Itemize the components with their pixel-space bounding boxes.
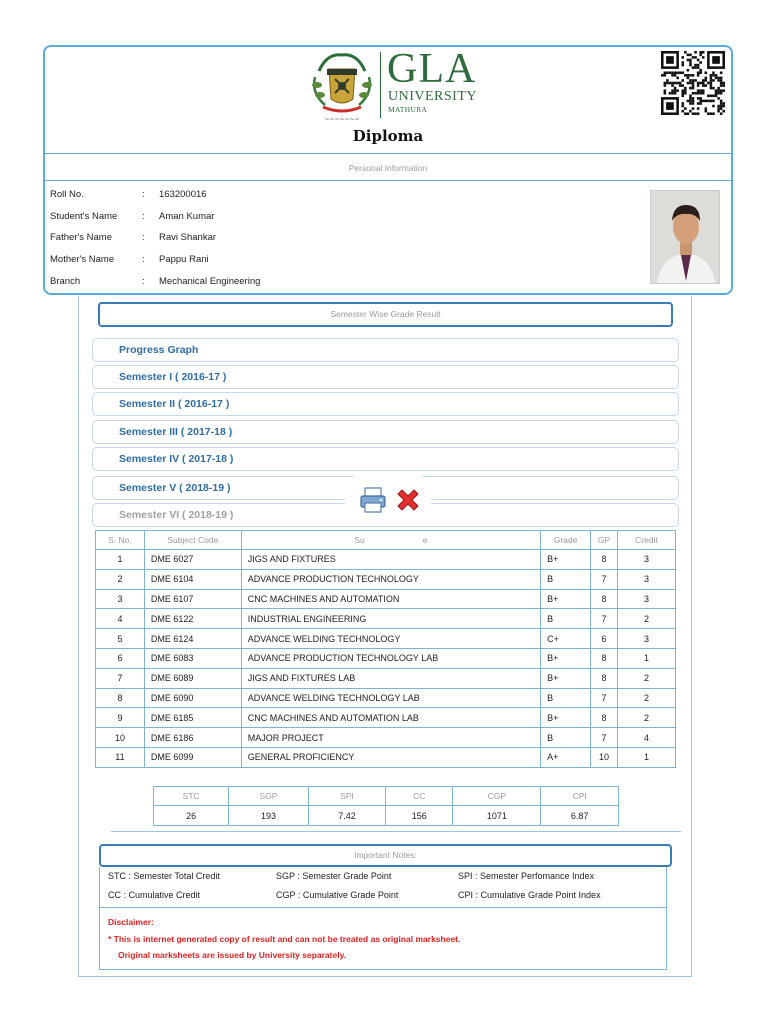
- summary-value-cpi: 6.87: [541, 806, 619, 826]
- cell-subject-name: ADVANCE PRODUCTION TECHNOLOGY: [241, 569, 540, 589]
- cell-sno: 11: [96, 747, 145, 767]
- cell-credit: 2: [618, 668, 676, 688]
- table-row: [96, 609, 676, 629]
- cell-credit: 3: [618, 550, 676, 570]
- logo-divider: [380, 52, 381, 118]
- cell-credit: 2: [618, 688, 676, 708]
- table-row: [96, 550, 676, 570]
- summary-header-spi: SPI: [308, 787, 386, 806]
- cell-subject-code: DME 6089: [144, 668, 241, 688]
- cell-gp: 6: [591, 629, 618, 649]
- note-sgp: SGP : Semester Grade Point: [276, 871, 392, 881]
- cell-subject-name: MAJOR PROJECT: [241, 728, 540, 748]
- cell-credit: 3: [618, 629, 676, 649]
- university-crest-icon: [307, 49, 377, 123]
- cell-sno: 1: [96, 550, 145, 570]
- cell-subject-name: ADVANCE WELDING TECHNOLOGY LAB: [241, 688, 540, 708]
- results-panel: [78, 296, 692, 977]
- info-label: Father's Name: [50, 232, 113, 243]
- close-x-icon[interactable]: [393, 485, 423, 515]
- university-name: GLA: [387, 46, 477, 92]
- cell-grade: B+: [541, 550, 591, 570]
- cell-subject-code: DME 6107: [144, 589, 241, 609]
- table-row: [96, 688, 676, 708]
- cell-subject-code: DME 6186: [144, 728, 241, 748]
- cell-grade: B: [541, 569, 591, 589]
- mother-name-value: Pappu Rani: [159, 254, 209, 265]
- personal-info-caption: Personal Information: [348, 163, 428, 173]
- printer-icon[interactable]: [358, 485, 388, 515]
- info-colon: :: [142, 232, 145, 243]
- table-row: [96, 747, 676, 767]
- student-name-value: Aman Kumar: [159, 211, 215, 222]
- divider: [111, 831, 681, 832]
- table-row: [96, 728, 676, 748]
- roll-no-value: 163200016: [159, 189, 207, 200]
- cell-credit: 1: [618, 648, 676, 668]
- cell-subject-code: DME 6090: [144, 688, 241, 708]
- info-colon: :: [142, 276, 145, 287]
- note-cgp: CGP : Cumulative Grade Point: [276, 890, 399, 900]
- table-row: [96, 708, 676, 728]
- cell-sno: 3: [96, 589, 145, 609]
- cell-grade: B+: [541, 708, 591, 728]
- notes-box: [99, 867, 667, 970]
- table-row: [96, 648, 676, 668]
- column-header-grade: Grade: [541, 531, 591, 550]
- accordion-semester-6[interactable]: Semester VI ( 2018-19 ): [92, 503, 679, 527]
- header-card: [43, 45, 733, 295]
- cell-credit: 2: [618, 708, 676, 728]
- accordion-semester-4[interactable]: Semester IV ( 2017-18 ): [92, 447, 679, 471]
- cell-grade: B+: [541, 668, 591, 688]
- cell-credit: 3: [618, 589, 676, 609]
- divider: [45, 153, 731, 154]
- cell-subject-name: INDUSTRIAL ENGINEERING: [241, 609, 540, 629]
- column-header-credit: Credit: [618, 531, 676, 550]
- cell-subject-name: JIGS AND FIXTURES LAB: [241, 668, 540, 688]
- cell-subject-code: DME 6122: [144, 609, 241, 629]
- info-colon: :: [142, 211, 145, 222]
- summary-value-row: [154, 806, 619, 826]
- cell-subject-name: JIGS AND FIXTURES: [241, 550, 540, 570]
- info-colon: :: [142, 254, 145, 265]
- grade-table-body: [96, 550, 676, 768]
- cell-sno: 5: [96, 629, 145, 649]
- cell-gp: 7: [591, 728, 618, 748]
- subject-header-part: e: [422, 535, 428, 545]
- disclaimer-line-2: Original marksheets are issued by University separately.: [118, 950, 347, 960]
- cell-credit: 3: [618, 569, 676, 589]
- table-row: [96, 629, 676, 649]
- student-photo: [650, 190, 720, 284]
- cell-subject-name: CNC MACHINES AND AUTOMATION LAB: [241, 708, 540, 728]
- info-colon: :: [142, 189, 145, 200]
- cell-gp: 7: [591, 688, 618, 708]
- column-header-sno: S. No.: [96, 531, 145, 550]
- cell-subject-name: GENERAL PROFICIENCY: [241, 747, 540, 767]
- column-header-subject-name: [241, 531, 540, 550]
- cell-gp: 7: [591, 569, 618, 589]
- cell-sno: 6: [96, 648, 145, 668]
- university-subtitle: UNIVERSITY: [388, 89, 477, 104]
- cell-grade: B+: [541, 648, 591, 668]
- cell-gp: 8: [591, 589, 618, 609]
- subject-header-part: Su: [354, 535, 365, 545]
- table-row: [96, 668, 676, 688]
- info-label: Branch: [50, 276, 81, 287]
- cell-gp: 8: [591, 668, 618, 688]
- accordion-progress-graph[interactable]: Progress Graph: [92, 338, 679, 362]
- disclaimer-title: Disclaimer:: [108, 917, 154, 927]
- cell-grade: B: [541, 609, 591, 629]
- svg-text:~~~~~~~: ~~~~~~~: [324, 116, 360, 123]
- cell-sno: 9: [96, 708, 145, 728]
- branch-value: Mechanical Engineering: [159, 276, 261, 287]
- cell-subject-code: DME 6124: [144, 629, 241, 649]
- accordion-semester-2[interactable]: Semester II ( 2016-17 ): [92, 392, 679, 416]
- divider: [45, 180, 731, 181]
- semester-result-banner: Semester Wise Grade Result: [98, 302, 673, 327]
- summary-header-sgp: SGP: [229, 787, 308, 806]
- cell-subject-code: DME 6099: [144, 747, 241, 767]
- cell-grade: B: [541, 688, 591, 708]
- cell-sno: 8: [96, 688, 145, 708]
- table-row: [96, 569, 676, 589]
- note-stc: STC : Semester Total Credit: [108, 871, 220, 881]
- divider: [100, 907, 666, 908]
- cell-credit: 4: [618, 728, 676, 748]
- info-label: Student's Name: [50, 211, 118, 222]
- cell-sno: 2: [96, 569, 145, 589]
- summary-value-sgp: 193: [229, 806, 308, 826]
- disclaimer-line-1: * This is internet generated copy of result and can not be treated as original marksheet.: [108, 934, 461, 944]
- university-city: MATHURA: [388, 105, 428, 114]
- summary-value-stc: 26: [154, 806, 229, 826]
- summary-header-cc: CC: [386, 787, 453, 806]
- cell-grade: B: [541, 728, 591, 748]
- table-row: [96, 589, 676, 609]
- cell-subject-code: DME 6027: [144, 550, 241, 570]
- summary-value-spi: 7.42: [308, 806, 386, 826]
- cell-grade: A+: [541, 747, 591, 767]
- university-logo: [307, 46, 477, 123]
- grade-table: [95, 530, 676, 768]
- note-spi: SPI : Semester Perfomance Index: [458, 871, 595, 881]
- column-header-gp: GP: [591, 531, 618, 550]
- cell-subject-name: CNC MACHINES AND AUTOMATION: [241, 589, 540, 609]
- summary-value-cc: 156: [386, 806, 453, 826]
- cell-subject-code: DME 6185: [144, 708, 241, 728]
- father-name-value: Ravi Shankar: [159, 232, 217, 243]
- column-header-subject-code: Subject Code: [144, 531, 241, 550]
- cell-gp: 8: [591, 708, 618, 728]
- summary-header-stc: STC: [154, 787, 229, 806]
- note-cc: CC : Cumulative Credit: [108, 890, 201, 900]
- info-label: Roll No.: [50, 189, 84, 200]
- cell-credit: 1: [618, 747, 676, 767]
- summary-table: [153, 786, 619, 826]
- summary-header-cgp: CGP: [453, 787, 541, 806]
- cell-gp: 7: [591, 609, 618, 629]
- cell-gp: 10: [591, 747, 618, 767]
- summary-header-cpi: CPI: [541, 787, 619, 806]
- cell-gp: 8: [591, 648, 618, 668]
- qr-code-icon: [661, 51, 725, 115]
- accordion-semester-5[interactable]: Semester V ( 2018-19 ): [92, 476, 679, 500]
- cell-sno: 10: [96, 728, 145, 748]
- table-header-row: [96, 531, 676, 550]
- cell-subject-code: DME 6083: [144, 648, 241, 668]
- cell-gp: 8: [591, 550, 618, 570]
- cell-grade: B+: [541, 589, 591, 609]
- cell-sno: 4: [96, 609, 145, 629]
- accordion-semester-3[interactable]: Semester III ( 2017-18 ): [92, 420, 679, 444]
- cell-subject-name: ADVANCE PRODUCTION TECHNOLOGY LAB: [241, 648, 540, 668]
- document-title: Diploma: [352, 127, 424, 145]
- cell-grade: C+: [541, 629, 591, 649]
- info-label: Mother's Name: [50, 254, 115, 265]
- cell-credit: 2: [618, 609, 676, 629]
- cell-subject-code: DME 6104: [144, 569, 241, 589]
- summary-value-cgp: 1071: [453, 806, 541, 826]
- cell-subject-name: ADVANCE WELDING TECHNOLOGY: [241, 629, 540, 649]
- summary-header-row: [154, 787, 619, 806]
- accordion-semester-1[interactable]: Semester I ( 2016-17 ): [92, 365, 679, 389]
- floating-toolbar: [345, 474, 431, 526]
- note-cpi: CPI : Cumulative Grade Point Index: [458, 890, 601, 900]
- cell-sno: 7: [96, 668, 145, 688]
- important-notes-banner: Important Notes:: [99, 844, 672, 867]
